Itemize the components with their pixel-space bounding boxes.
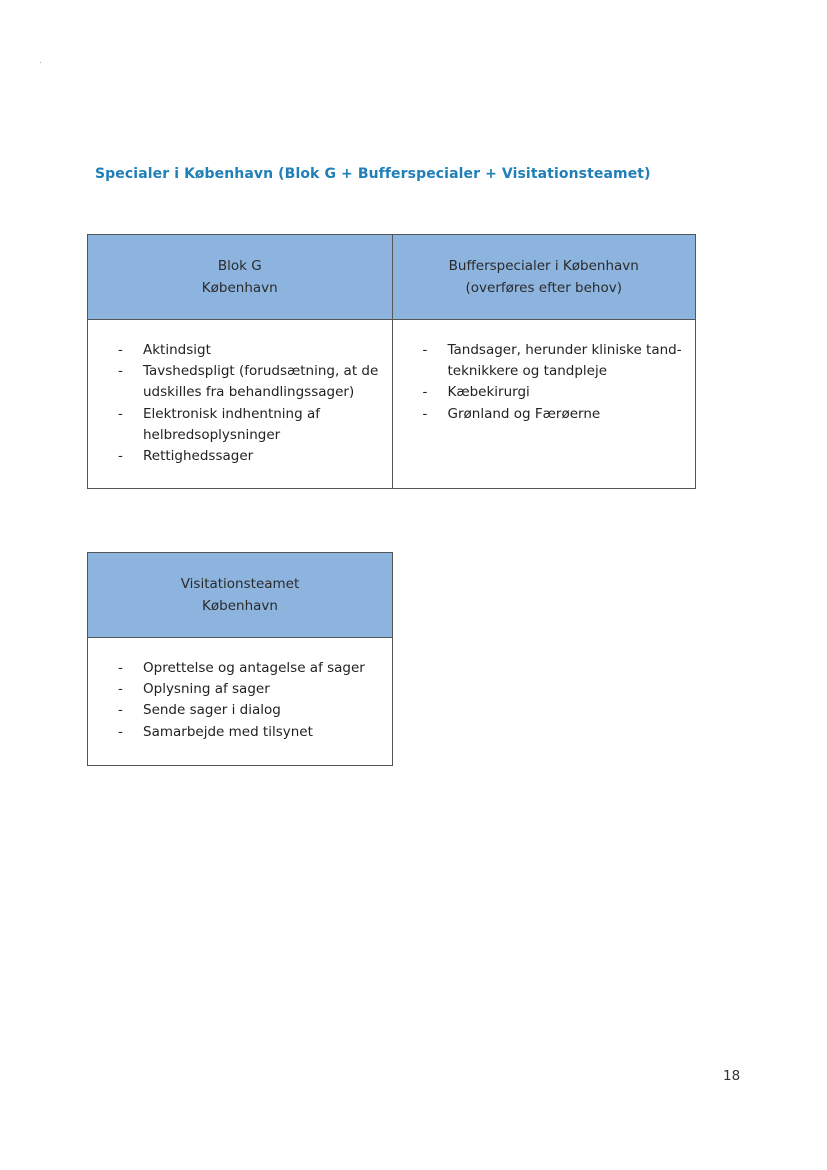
list-item: - Oprettelse og antagelse af sager: [88, 658, 382, 679]
specialer-table: [87, 234, 696, 489]
scan-speck: [40, 62, 41, 63]
list-item: - Tandsager, herunder kliniske tand-teknikkere og tandpleje: [393, 340, 686, 382]
blok-g-list-cell: [88, 320, 393, 489]
list-item: - Grønland og Færøerne: [393, 404, 686, 425]
buffer-header: [392, 235, 696, 320]
visitation-header: [88, 553, 393, 638]
list-item: - Elektronisk indhentning af helbredsoplysninger: [88, 404, 382, 446]
list-item: - Kæbekirurgi: [393, 382, 686, 403]
list-item: - Rettighedssager: [88, 446, 382, 467]
list-item: - Sende sager i dialog: [88, 700, 382, 721]
list-item: - Samarbejde med tilsynet: [88, 722, 382, 743]
blok-g-header: [88, 235, 393, 320]
buffer-list: [393, 320, 696, 425]
page-number: 18: [723, 1068, 741, 1084]
visitation-header-location: København: [202, 598, 278, 614]
buffer-header-note: (overføres efter behov): [465, 280, 622, 296]
blok-g-header-location: København: [201, 280, 278, 296]
visitation-table: [87, 552, 393, 766]
list-item: - Aktindsigt: [88, 340, 382, 361]
buffer-list-cell: [392, 320, 696, 489]
blok-g-list: [88, 320, 392, 467]
buffer-header-title: Bufferspecialer i København: [448, 258, 639, 274]
page-title: Specialer i København (Blok G + Bufferspecialer + Visitationsteamet): [95, 166, 651, 182]
visitation-list-cell: [88, 638, 393, 766]
visitation-header-title: Visitationsteamet: [180, 576, 300, 592]
blok-g-header-title: Blok G: [217, 258, 262, 274]
list-item: - Tavshedspligt (forudsætning, at de udskilles fra behandlingssager): [88, 361, 382, 403]
list-item: - Oplysning af sager: [88, 679, 382, 700]
visitation-list: [88, 638, 392, 743]
